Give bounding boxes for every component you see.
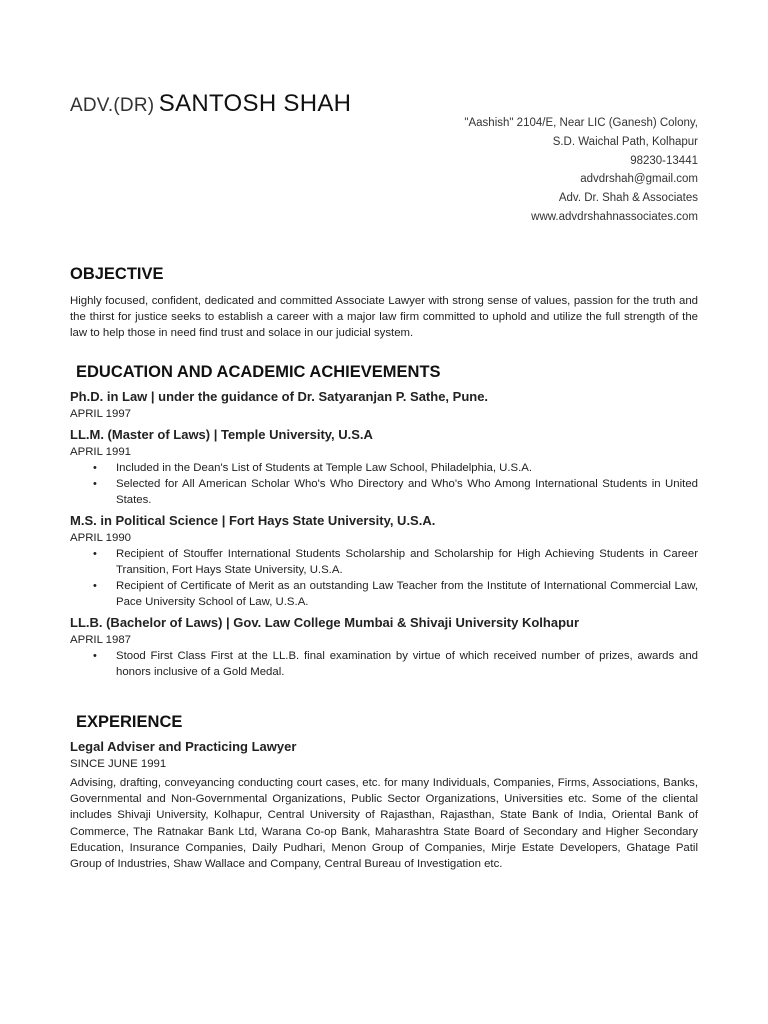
- achievement-item: • Recipient of Stouffer International Students Scholarship and Scholarship for High Achieving Students in Career Transition, Fort Hays State University, U.S.A.: [116, 546, 698, 578]
- education-entry: [70, 512, 698, 610]
- address-line-1: "Aashish" 2104/E, Near LIC (Ganesh) Colony,: [464, 117, 698, 129]
- education-entry: [70, 388, 698, 422]
- degree-date: APRIL 1990: [70, 532, 132, 544]
- education-entry: [70, 614, 698, 680]
- achievement-item: • Selected for All American Scholar Who's Who Directory and Who's Who Among International Students in United States.: [116, 476, 698, 508]
- experience-heading: EXPERIENCE: [76, 713, 183, 731]
- website: www.advdrshahnassociates.com: [531, 210, 698, 223]
- degree-title: M.S. in Political Science | Fort Hays State University, U.S.A.: [70, 513, 436, 528]
- degree-date: APRIL 1991: [70, 446, 132, 458]
- experience-entry: [70, 738, 698, 772]
- achievement-list: [70, 460, 698, 508]
- achievement-item: • Included in the Dean's List of Students at Temple Law School, Philadelphia, U.S.A.: [116, 460, 698, 476]
- achievement-list: [70, 648, 698, 680]
- degree-date: APRIL 1997: [70, 408, 132, 420]
- name-main: SANTOSH SHAH: [158, 90, 352, 117]
- role-title: Legal Adviser and Practicing Lawyer: [70, 739, 297, 754]
- achievement-item: • Recipient of Certificate of Merit as an outstanding Law Teacher from the Institute of International Commercial Law, Pace University School of Law, U.S.A.: [116, 578, 698, 610]
- achievement-list: [70, 546, 698, 610]
- phone-number: 98230-13441: [630, 154, 698, 167]
- degree-title: LL.M. (Master of Laws) | Temple University, U.S.A: [70, 427, 373, 442]
- degree-date: APRIL 1987: [70, 634, 132, 646]
- name-heading: [70, 90, 351, 118]
- degree-title: Ph.D. in Law | under the guidance of Dr. Satyaranjan P. Sathe, Pune.: [70, 389, 489, 404]
- education-heading: EDUCATION AND ACADEMIC ACHIEVEMENTS: [76, 363, 441, 381]
- achievement-item: • Stood First Class First at the LL.B. final examination by virtue of which received number of prizes, awards and honors inclusive of a Gold Medal.: [116, 648, 698, 680]
- degree-title: LL.B. (Bachelor of Laws) | Gov. Law College Mumbai & Shivaji University Kolhapur: [70, 615, 580, 630]
- objective-text: Highly focused, confident, dedicated and committed Associate Lawyer with strong sense of values, passion for the truth and the thirst for justice seeks to establish a career with a major law firm committed to uphold and utilize the full strength of the law to help those in need find trust and solace in our judicial system.: [70, 295, 698, 340]
- email-address: advdrshah@gmail.com: [580, 173, 698, 186]
- objective-heading: OBJECTIVE: [70, 265, 164, 283]
- contact-block: [464, 114, 698, 227]
- address-line-2: S.D. Waichal Path, Kolhapur: [552, 135, 698, 148]
- education-list: [70, 388, 698, 680]
- experience-text: Advising, drafting, conveyancing conducting court cases, etc. for many Individuals, Companies, Firms, Associations, Banks, Governmental and Non-Governmental Organizations, Public Sector Organizations, Universities etc. Some of the cliental includes Shivaji University, Kolhapur, Central University of Rajasthan, Rajasthan, State Bank of India, Oriental Bank of Commerce, The Ratnakar Bank Ltd, Warana Co-op Bank, Maharashtra State Board of Secondary and Higher Secondary Education, Insurance Companies, Daily Pudhari, Menon Group of Companies, Mirje Estate Developers, Ghatage Patil Group of Industries, Shaw Wallace and Company, Central Bureau of Investigation etc.: [70, 777, 698, 871]
- education-entry: [70, 426, 698, 508]
- role-date: SINCE JUNE 1991: [70, 758, 167, 770]
- firm-name: Adv. Dr. Shah & Associates: [558, 192, 698, 205]
- name-prefix: ADV.(DR): [70, 95, 155, 116]
